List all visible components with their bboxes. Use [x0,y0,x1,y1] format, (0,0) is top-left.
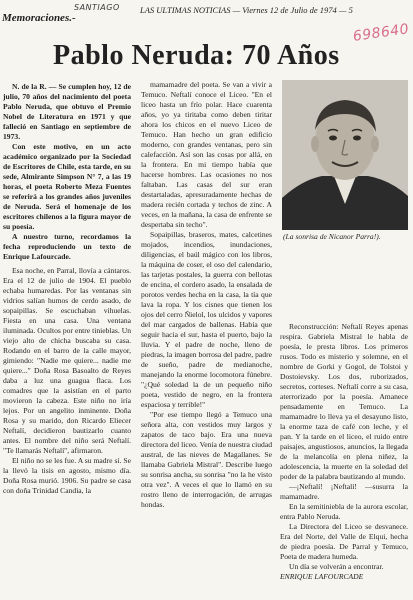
author-signature: ENRIQUE LAFOURCADE [280,572,364,581]
newspaper-dateline: LAS ULTIMAS NOTICIAS — Viernes 12 de Julio de 1974 — 5 [140,5,353,15]
tribute-paragraph: A nuestro turno, recordamos la fecha reproduciendo un texto de Enrique Lafourcade. [3,232,131,261]
column2-paragraph-2: Sopaipillas, braseros, mates, calcetines mojados, incendios, inundaciones, diligencias, el baúl mágico con los libros, la máquina de coser, el oso del calendario, las tarjetas postales, la guerra con bellotas de encina, el cordero asado, la ensalada de porotos verdes hecha en la casa, la tía que lava la ropa. Y los cisnes que tienen los ojos del cerro Ñielol, los ulcidos y vapores del mar cargados de ballenas. Había que seguir hacia el sur, hasta el puerto, bajo la lluvia. Y el padre de noche, lleno de piedras, la imagen borrosa del padre, padre de sueño, padre de medianoche, manejando la enorme locomotora fúnebre. "¿Qué soledad la de un pequeño niño poeta, vestido de negro, en la frontera espaciosa y terrible!" [141,230,272,409]
column3-paragraph-1: Reconstrucción: Neftalí Reyes apenas respira. Gabriela Mistral le habla de poesía, le presta libros. Los primeros rusos. Todo es misterio y solemne, en el nombre de Gorki y Gogol, de Tolstoi y Dostoievsky. Los dos, ruborizados, secretos, corteses. Neftalí corre a su casa, aterrorizado por la poesía. Amanece pensadamente en Temuco. La mamamadre lo lleva ya el desayuno listo, la enorme taza de café con leche, y el pan. Y la tarde en el liceo, el ruido entre paisajes, angustiosos, anuncios, la llegada de la melancolía en plena niñez, la adolescencia, la muerte en la soledad del poder de la palabra bautizando al mundo. [280,322,408,481]
column3-paragraph-3: En la semitiniebla de la aurora escolar, entra Pablo Neruda. [280,502,408,521]
column-3 [280,322,408,582]
story-paragraph-2: El niño no se les fue. A su madre sí. Se la llevó la tisis en agosto, mismo día. Doña Rosa murió. 1906. Su padre se casa con doña Trinidad Candia, la [3,456,131,495]
handwritten-city-note: SANTIAGO [74,3,120,12]
handwritten-archive-code: 698640 [352,21,411,45]
column3-paragraph-2: —¡Neftalí! ¡Neftalí! —susurra la mamamadre. [280,482,408,501]
section-label: Memoraciones.- [2,12,76,24]
column3-paragraph-5: Un día se volverán a encontrar. [289,562,384,571]
article-title: Pablo Neruda: 70 Años [53,40,340,71]
author-portrait-photo [282,80,408,230]
story-paragraph: Esa noche, en Parral, llovía a cántaros. Era el 12 de julio de 1904. El pueblo echaba humaredas. Por las ventanas sin vidrios salían humos de cerdo asado, de sopaipillas. Se escuchaban vihuelas. Fiesta en una casa. Una ventana iluminada. Ocultos por entre tinieblas. Un viejo alto de chicha buscaba su casa. Rodando en el barro de la calle mayor, gimiendo: "Nadie me quiere... nadie me quiere..." Doña Rosa Basoalto de Reyes daba a luz una guagua flaca. Los comadres que la asistían en el parto movieron la cabeza. Este niño no iría lejos. Por un angelito inminente. Doña Rosa y su marido, don Ricardo Eliecer Neftalí, decidieron bautizarlo cuanto antes. El nombre del niño será Neftalí. "Te llamarás Neftalí", afirmaron. [3,266,131,455]
photo-caption: (La sonrisa de Nicanor Parra!). [283,232,381,241]
column-2 [141,80,272,510]
column3-paragraph-4: La Directora del Liceo se desvanece. Era del Norte, del Valle de Elqui, hecha de piedra poesía. De Parral y Temuco, Poeta de madera humeda. [280,522,408,561]
column2-paragraph-1: mamamadre del poeta. Se van a vivir a Temuco. Neftalí conoce el Liceo. "En el liceo hasta un frío polar. Hace cuarenta años, yo ya tiritaba como deben tiritar ahora los chicos en el nuevo Liceo de Temuco. Han hecho un gran edificio moderno, con grandes ventanas, pero sin calefacción. Así son las cosas por allá, en la frontera. En mi tiempo había que hacerse hombres. Las ocasiones no nos faltaban. Las casas del sur eran destartaladas, apresuradamente hechas de madera recién cortada y techos de zinc. A veces, en la mañana, la casa de enfrente se despertaba sin techo". [141,80,272,229]
column2-paragraph-3: "Por ese tiempo llegó a Temuco una señora alta, con vestidos muy largos y zapatos de taco bajo. Era una nueva directora del liceo. Venía de nuestra ciudad austral, de las nieves de Magallanes. Se llamaba Gabriela Mistral". Describe luego su sonrisa ancha, su sonrisa "no la he visto otra vez". A veces el que lo llamó en su rostro lleno de interrogación, de arrugas hondas. [141,410,272,509]
column-1 [3,82,131,496]
event-paragraph: Con este motivo, en un acto académico organizado por la Sociedad de Escritores de Chile, esta tarde, en su sede, Almirante Simpson N° 7, a las 19 horas, el poeta Roberto Meza Fuentes se referirá a los grandes años juveniles de Neruda. Será el homenaje de los escritores chilenos a la figura mayor de su poesía. [3,142,131,231]
editor-note: N. de la R. — Se cumplen hoy, 12 de julio, 70 años del nacimiento del poeta Pablo Neruda, que obtuvo el Premio Nobel de Literatura en 1971 y que falleció en Santiago en septiembre de 1973. [3,82,131,141]
